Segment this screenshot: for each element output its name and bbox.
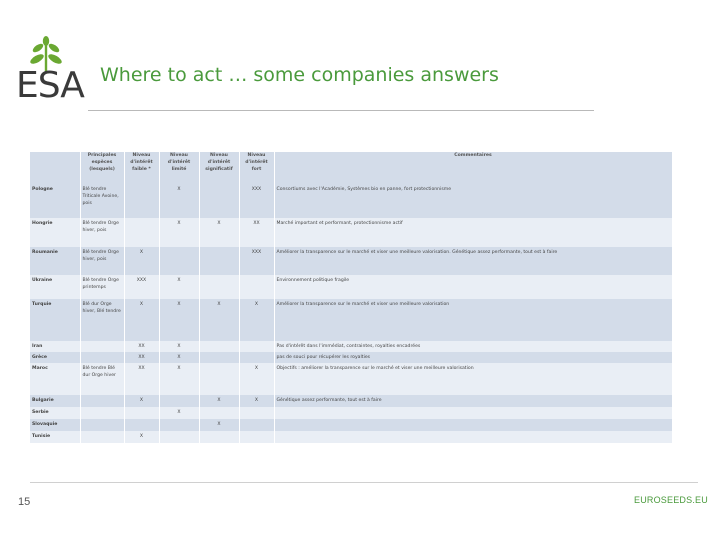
low-interest-cell	[124, 184, 159, 218]
strong-interest-cell	[239, 352, 274, 363]
header-strong-interest: Niveau d'intérêt fort	[239, 152, 274, 184]
strong-interest-cell: XXX	[239, 247, 274, 275]
answers-table-container	[30, 152, 672, 455]
country-cell: Slovaquie	[30, 419, 80, 431]
significant-interest-cell	[199, 352, 239, 363]
species-cell: Blé tendre Blé dur Orge hiver	[80, 363, 124, 395]
title-divider	[88, 110, 594, 111]
species-cell	[80, 352, 124, 363]
significant-interest-cell	[199, 431, 239, 443]
species-cell	[80, 407, 124, 419]
country-cell: Ukraine	[30, 275, 80, 299]
country-cell: Serbie	[30, 407, 80, 419]
significant-interest-cell	[199, 363, 239, 395]
species-cell: Blé tendre Orge hiver, pois	[80, 247, 124, 275]
country-cell: Pologne	[30, 184, 80, 218]
limited-interest-cell	[159, 395, 199, 407]
significant-interest-cell	[199, 341, 239, 352]
significant-interest-cell	[199, 184, 239, 218]
table-row	[30, 247, 672, 275]
table-row	[30, 395, 672, 407]
species-cell: Blé tendre Orge hiver, pois	[80, 218, 124, 247]
strong-interest-cell	[239, 431, 274, 443]
strong-interest-cell: XX	[239, 218, 274, 247]
species-cell: Blé tendre Triticale Avoine, pois	[80, 184, 124, 218]
table-row	[30, 431, 672, 443]
strong-interest-cell: X	[239, 395, 274, 407]
limited-interest-cell: X	[159, 218, 199, 247]
low-interest-cell: XX	[124, 352, 159, 363]
significant-interest-cell	[199, 407, 239, 419]
page-number: 15	[18, 496, 31, 508]
country-cell: Hongrie	[30, 218, 80, 247]
species-cell: Blé tendre Orge printemps	[80, 275, 124, 299]
limited-interest-cell: X	[159, 184, 199, 218]
header-comments: Commentaires	[274, 152, 672, 184]
header-low-interest: Niveau d'intérêt faible *	[124, 152, 159, 184]
low-interest-cell: X	[124, 431, 159, 443]
significant-interest-cell: X	[199, 218, 239, 247]
slide-title: Where to act … some companies answers	[100, 64, 499, 86]
significant-interest-cell	[199, 247, 239, 275]
table-row	[30, 218, 672, 247]
table-header-row	[30, 152, 672, 184]
country-cell: Maroc	[30, 363, 80, 395]
limited-interest-cell	[159, 431, 199, 443]
species-cell	[80, 341, 124, 352]
low-interest-cell: X	[124, 299, 159, 341]
strong-interest-cell	[239, 419, 274, 431]
comment-cell	[274, 431, 672, 443]
country-cell: Roumanie	[30, 247, 80, 275]
low-interest-cell: XX	[124, 341, 159, 352]
significant-interest-cell	[199, 275, 239, 299]
species-cell: Blé dur Orge hiver, Blé tendre	[80, 299, 124, 341]
table-row	[30, 363, 672, 395]
strong-interest-cell	[239, 407, 274, 419]
species-cell	[80, 395, 124, 407]
table-row	[30, 341, 672, 352]
table-row	[30, 184, 672, 218]
comment-cell: Objectifs : améliorer la transparence sur le marché et viser une meilleure valorisation	[274, 363, 672, 395]
significant-interest-cell: X	[199, 299, 239, 341]
footer-website: EUROSEEDS.EU	[634, 495, 708, 505]
comment-cell: Environnement politique fragile	[274, 275, 672, 299]
low-interest-cell: XXX	[124, 275, 159, 299]
comment-cell: Améliorer la transparence sur le marché et viser une meilleure valorisation. Génétique assez performante, tout est à faire	[274, 247, 672, 275]
limited-interest-cell	[159, 247, 199, 275]
country-cell: Tunisie	[30, 431, 80, 443]
footer-divider	[30, 482, 698, 483]
limited-interest-cell: X	[159, 407, 199, 419]
header-country	[30, 152, 80, 184]
comment-cell: pas de souci pour récupérer les royalties	[274, 352, 672, 363]
strong-interest-cell: X	[239, 299, 274, 341]
species-cell	[80, 419, 124, 431]
country-cell: Grèce	[30, 352, 80, 363]
limited-interest-cell: X	[159, 299, 199, 341]
strong-interest-cell	[239, 341, 274, 352]
answers-table	[30, 152, 673, 443]
comment-cell: Marché important et performant, protectionnisme actif	[274, 218, 672, 247]
table-row	[30, 419, 672, 431]
limited-interest-cell: X	[159, 352, 199, 363]
logo-text: ESA	[16, 65, 84, 106]
comment-cell	[274, 419, 672, 431]
table-row	[30, 407, 672, 419]
limited-interest-cell: X	[159, 341, 199, 352]
table-row	[30, 352, 672, 363]
table-row	[30, 299, 672, 341]
low-interest-cell	[124, 419, 159, 431]
comment-cell: Pas d'intérêt dans l'immédiat, contraintes, royalties encadrées	[274, 341, 672, 352]
esa-logo	[16, 36, 84, 108]
low-interest-cell: X	[124, 395, 159, 407]
limited-interest-cell	[159, 419, 199, 431]
low-interest-cell	[124, 218, 159, 247]
comment-cell: Améliorer la transparence sur le marché et viser une meilleure valorisation	[274, 299, 672, 341]
country-cell: Iran	[30, 341, 80, 352]
comment-cell: Consortiums avec l'Académie, Systèmes bio en panne, fort protectionnisme	[274, 184, 672, 218]
country-cell: Turquie	[30, 299, 80, 341]
species-cell	[80, 431, 124, 443]
strong-interest-cell: X	[239, 363, 274, 395]
low-interest-cell: X	[124, 247, 159, 275]
limited-interest-cell: X	[159, 363, 199, 395]
limited-interest-cell: X	[159, 275, 199, 299]
comment-cell: Génétique assez performante, tout est à faire	[274, 395, 672, 407]
country-cell: Bulgarie	[30, 395, 80, 407]
table-row	[30, 275, 672, 299]
header-species: Principales espèces (lesquels)	[80, 152, 124, 184]
strong-interest-cell	[239, 275, 274, 299]
header-limited-interest: Niveau d'intérêt limité	[159, 152, 199, 184]
low-interest-cell: XX	[124, 363, 159, 395]
header-significant-interest: Niveau d'intérêt significatif	[199, 152, 239, 184]
strong-interest-cell: XXX	[239, 184, 274, 218]
low-interest-cell	[124, 407, 159, 419]
significant-interest-cell: X	[199, 395, 239, 407]
significant-interest-cell: X	[199, 419, 239, 431]
comment-cell	[274, 407, 672, 419]
